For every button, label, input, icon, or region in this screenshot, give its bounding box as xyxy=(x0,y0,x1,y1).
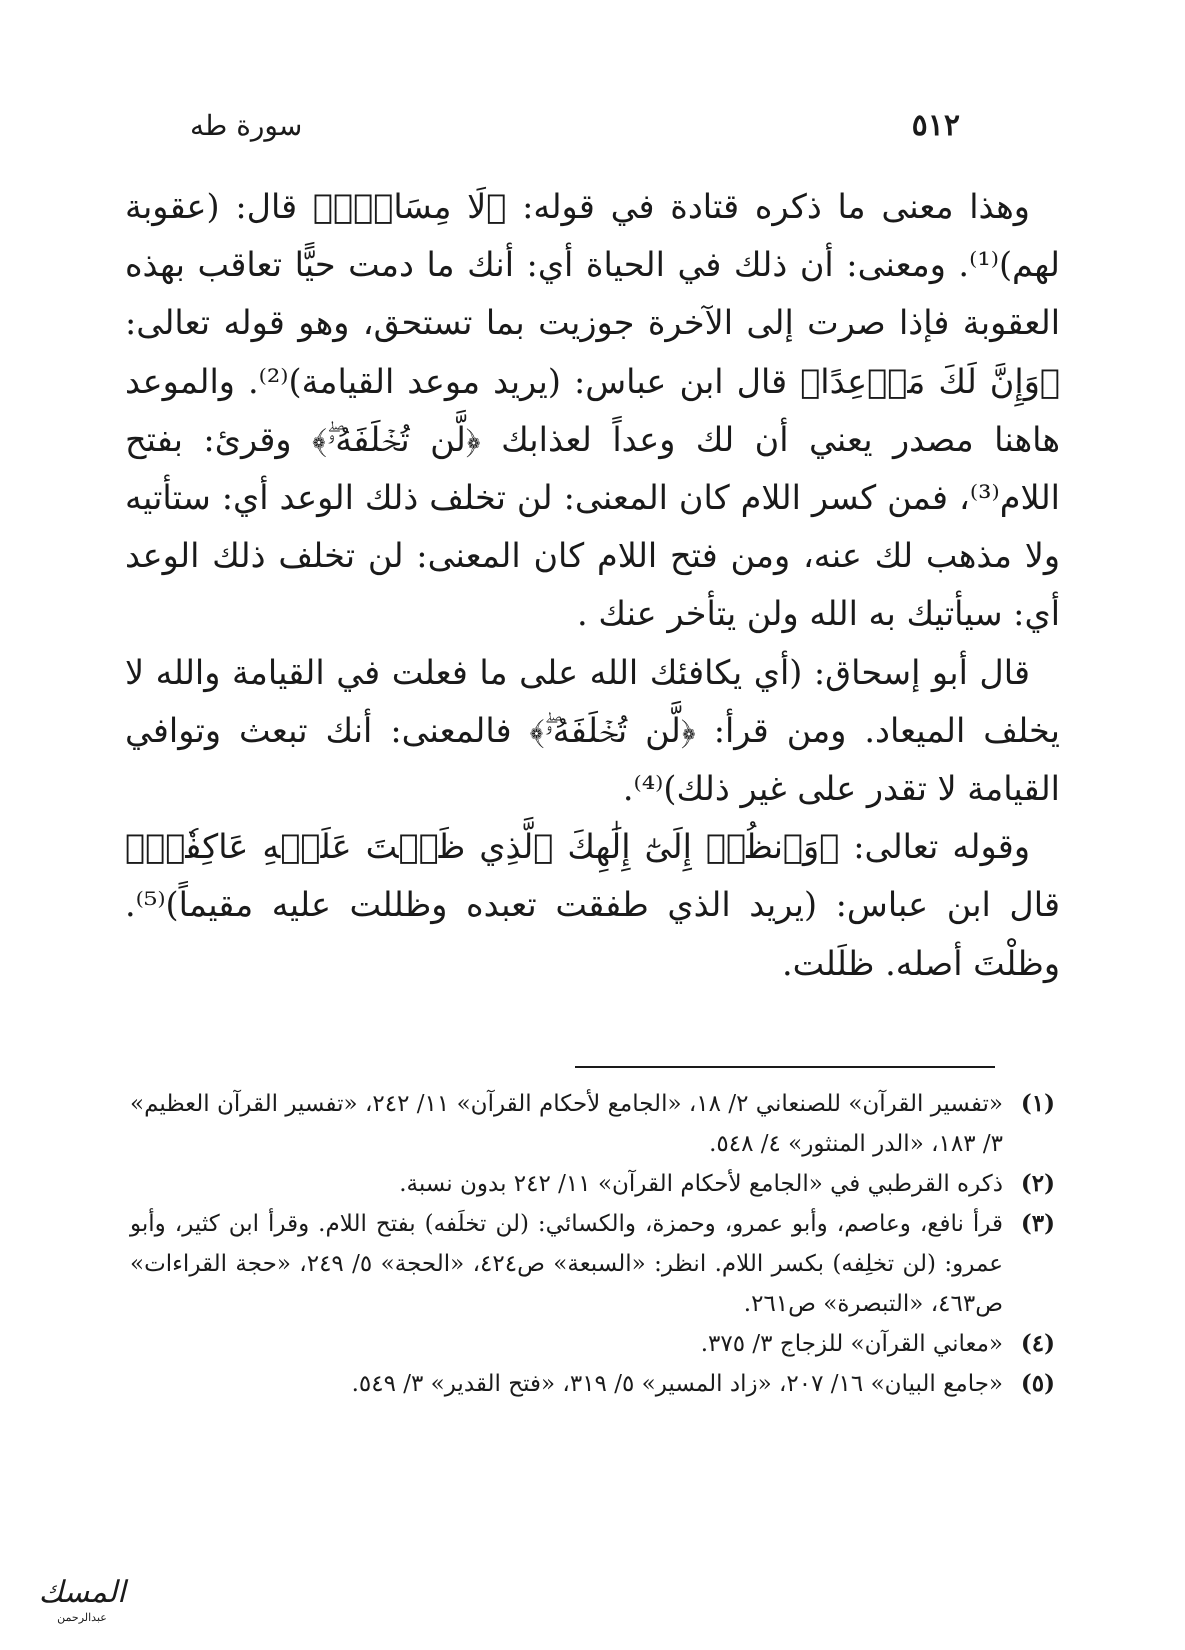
page-number: ٥١٢ xyxy=(911,107,960,143)
logo-subtext: عبدالرحمن xyxy=(57,1611,107,1624)
watermark-logo xyxy=(12,1575,152,1635)
logo-text: المسك xyxy=(38,1575,126,1610)
footnote xyxy=(130,1084,1055,1164)
footnote xyxy=(130,1164,1055,1204)
footnote-text: ذكره القرطبي في «الجامع لأحكام القرآن» ١١/ ٢٤٢ بدون نسبة. xyxy=(399,1171,1003,1197)
footnote-number: (٣) xyxy=(1020,1210,1055,1237)
paragraph: وهذا معنى ما ذكره قتادة في قوله: ﴿لَا مِسَاسَۖ﴾ قال: (عقوبة لهم)⁽¹⁾. ومعنى: أن ذلك في الحياة أي: أنك ما دمت حيًّا تعاقب بهذه العقوبة فإذا صرت إلى الآخرة جوزيت بما تستحق، وهو قوله تعالى: ﴿وَإِنَّ لَكَ مَوۡعِدًا﴾ قال ابن عباس: (يريد موعد القيامة)⁽²⁾. والموعد هاهنا مصدر يعني أن لك وعداً لعذابك ﴿لَّن تُخۡلَفَهُۥۖ﴾ وقرئ: بفتح اللام⁽³⁾، فمن كسر اللام كان المعنى: لن تخلف ذلك الوعد أي: ستأتيه ولا مذهب لك عنه، ومن فتح اللام كان المعنى: لن تخلف ذلك الوعد أي: سيأتيك به الله ولن يتأخر عنك . xyxy=(125,187,1060,634)
footnote-number: (٥) xyxy=(1020,1370,1055,1397)
footnote xyxy=(130,1324,1055,1364)
footnote-number: (٢) xyxy=(1020,1170,1055,1197)
paragraph: وقوله تعالى: ﴿وَٱنظُرۡ إِلَىٰٓ إِلَٰهِكَ ٱلَّذِي ظَلۡتَ عَلَيۡهِ عَاكِفٗاۖ﴾ قال ابن عباس: (يريد الذي طفقت تعبده وظللت عليه مقيماً)⁽⁵⁾. وظلْتَ أصله. ظلَلت. xyxy=(125,827,1060,983)
page-header xyxy=(190,100,960,150)
footnote-text: «معاني القرآن» للزجاج ٣/ ٣٧٥. xyxy=(700,1331,1003,1357)
footnote-number: (١) xyxy=(1020,1090,1055,1117)
footnote-text: قرأ نافع، وعاصم، وأبو عمرو، وحمزة، والكسائي: (لن تخلَفه) بفتح اللام. وقرأ ابن كثير، وأبو عمرو: (لن تخلِفه) بكسر اللام. انظر: «السبعة» ص٤٢٤، «الحجة» ٥/ ٢٤٩، «حجة القراءات» ص٤٦٣، «التبصرة» ص٢٦١. xyxy=(130,1211,1003,1317)
footnote-divider xyxy=(575,1066,995,1068)
footnote-text: «تفسير القرآن» للصنعاني ٢/ ١٨، «الجامع لأحكام القرآن» ١١/ ٢٤٢، «تفسير القرآن العظيم» ٣/ ١٨٣، «الدر المنثور» ٤/ ٥٤٨. xyxy=(130,1091,1003,1157)
footnote xyxy=(130,1204,1055,1324)
main-text xyxy=(125,178,1060,993)
footnotes xyxy=(130,1084,1055,1404)
footnote xyxy=(130,1364,1055,1404)
paragraph: قال أبو إسحاق: (أي يكافئك الله على ما فعلت في القيامة والله لا يخلف الميعاد. ومن قرأ: ﴿لَّن تُخۡلَفَهُۥۖ﴾ فالمعنى: أنك تبعث وتوافي القيامة لا تقدر على غير ذلك)⁽⁴⁾. xyxy=(125,652,1060,809)
surah-title: سورة طه xyxy=(190,108,303,142)
footnote-text: «جامع البيان» ١٦/ ٢٠٧، «زاد المسير» ٥/ ٣١٩، «فتح القدير» ٣/ ٥٤٩. xyxy=(351,1371,1003,1397)
footnote-number: (٤) xyxy=(1020,1330,1055,1357)
